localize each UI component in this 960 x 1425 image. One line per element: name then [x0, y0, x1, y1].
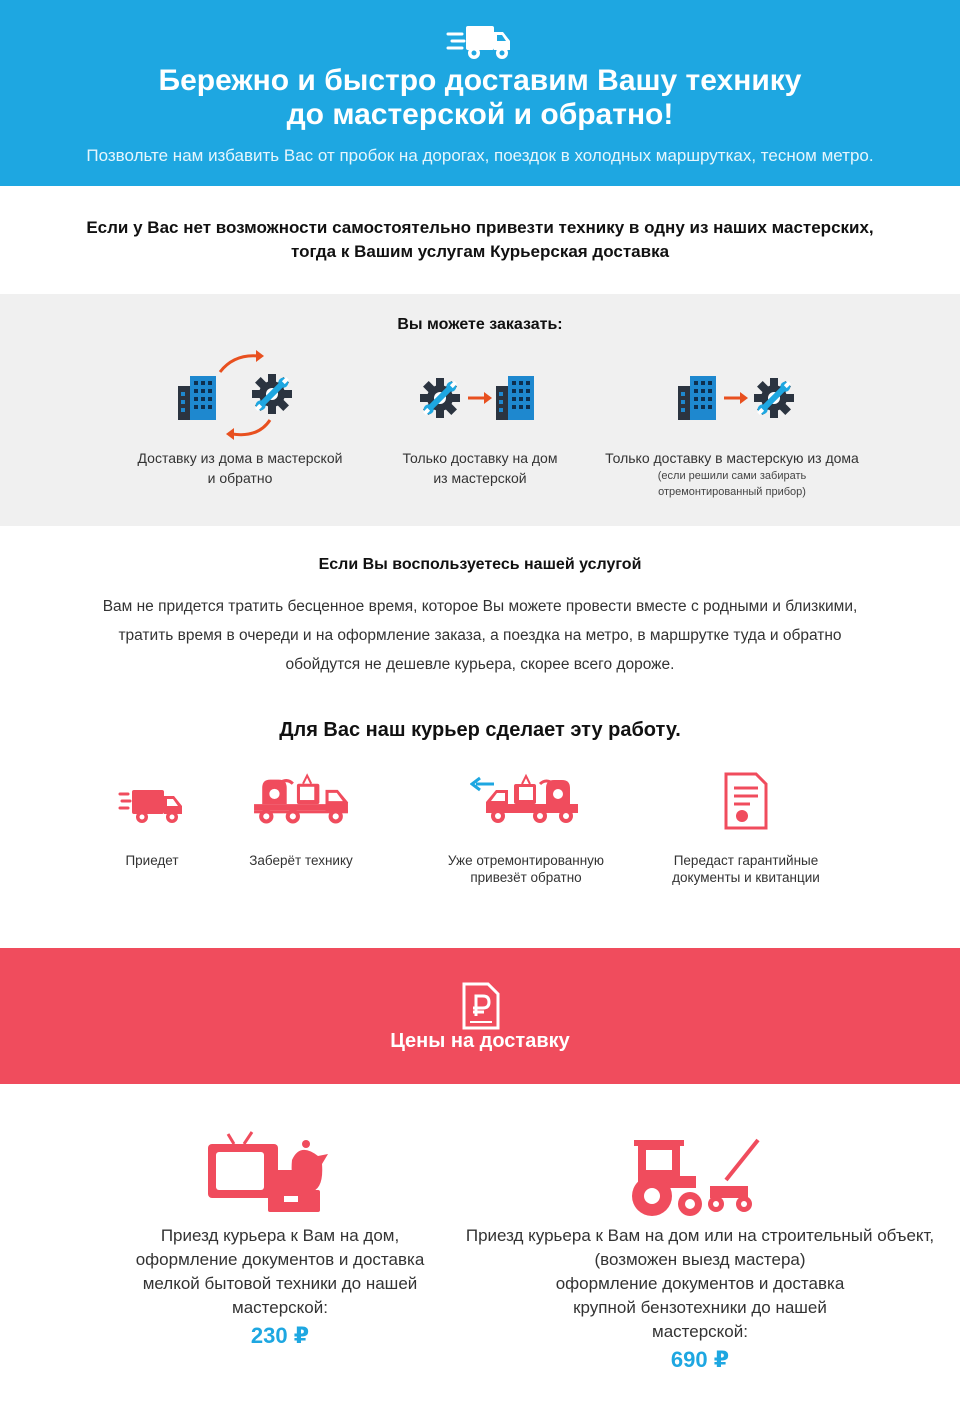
- hero-title-line1: Бережно и быстро доставим Вашу технику: [158, 64, 802, 97]
- option-home-to-workshop: [584, 448, 880, 500]
- truck-with-appliances-icon: [252, 766, 350, 830]
- small-price-line1: Приезд курьера к Вам на дом,: [160, 1226, 400, 1245]
- order-section: [0, 294, 960, 526]
- certificate-icon: [722, 772, 770, 830]
- large-price-line3: оформление документов и доставка: [555, 1274, 845, 1293]
- option-workshop-to-home-line1: Только доставку на дом: [402, 450, 558, 466]
- round-trip-icon: [174, 348, 300, 442]
- step-documents-line2: документы и квитанции: [672, 870, 820, 885]
- steps-section: [0, 742, 960, 948]
- prices-section: [0, 1084, 960, 1425]
- hero-section: [0, 0, 960, 186]
- step-return-line2: привезёт обратно: [470, 870, 582, 885]
- large-price-block: [450, 1224, 950, 1372]
- small-price-value: 230 ₽: [250, 1323, 310, 1348]
- delivery-truck-icon: [446, 22, 514, 62]
- hero-title-line2: до мастерской и обратно!: [286, 98, 674, 131]
- option-home-to-workshop-line1: Только доставку в мастерскую из дома: [605, 450, 859, 466]
- step-pickup: [226, 852, 376, 869]
- benefit-line1: Вам не придется тратить бесценное время, которое Вы можете провести вместе с родными и близкими,: [102, 598, 858, 615]
- benefit-line3: обойдутся не дешевле курьера, скорее всего дороже.: [285, 656, 675, 673]
- large-price-line5: мастерской:: [652, 1322, 748, 1341]
- step-arrive: [92, 852, 212, 869]
- small-price-line2: оформление документов и доставка: [135, 1250, 425, 1269]
- benefit-text: [0, 592, 960, 679]
- large-price-line2: (возможен выезд мастера): [594, 1250, 806, 1269]
- workshop-to-home-icon: [418, 374, 538, 422]
- option-home-to-workshop-sub1: (если решили сами забирать: [657, 470, 807, 482]
- courier-heading: Для Вас наш курьер сделает эту работу.: [279, 719, 681, 741]
- step-pickup-line1: Заберёт технику: [249, 853, 353, 868]
- benefit-section: [0, 526, 960, 742]
- option-round-trip: [100, 448, 380, 488]
- order-title: Вы можете заказать:: [397, 316, 563, 333]
- hero-title: [0, 64, 960, 132]
- intro-line2: тогда к Вашим услугам Курьерская доставка: [290, 242, 670, 261]
- step-return: [420, 852, 632, 886]
- small-appliances-icon: [206, 1130, 336, 1214]
- intro-section: [0, 186, 960, 294]
- prices-title: Цены на доставку: [390, 1030, 570, 1052]
- step-documents: [640, 852, 852, 886]
- option-home-to-workshop-sub2: отремонтированный прибор): [658, 486, 806, 498]
- option-round-trip-line1: Доставку из дома в мастерской: [137, 450, 343, 466]
- small-price-block: [80, 1224, 480, 1348]
- hero-subtitle: Позвольте нам избавить Вас от пробок на дорогах, поездок в холодных маршрутках, тесном метро.: [86, 146, 874, 165]
- large-price-line4: крупной бензотехники до нашей: [573, 1298, 827, 1317]
- option-workshop-to-home-line2: из мастерской: [433, 470, 527, 486]
- truck-icon: [118, 784, 184, 828]
- prices-header: [0, 948, 960, 1084]
- large-price-line1: Приезд курьера к Вам на дом или на строительный объект,: [465, 1226, 935, 1245]
- small-price-line4: мастерской:: [232, 1298, 328, 1317]
- tractor-lawnmower-icon: [630, 1134, 772, 1220]
- benefit-title: Если Вы воспользуетесь нашей услугой: [318, 556, 642, 573]
- home-to-workshop-icon: [678, 374, 798, 422]
- step-documents-line1: Передаст гарантийные: [673, 853, 819, 868]
- small-price-line3: мелкой бытовой техники до нашей: [142, 1274, 418, 1293]
- step-arrive-line1: Приедет: [125, 853, 179, 868]
- large-price-value: 690 ₽: [670, 1347, 730, 1372]
- option-workshop-to-home: [360, 448, 600, 488]
- ruble-document-icon: [462, 982, 500, 1030]
- step-return-line1: Уже отремонтированную: [447, 853, 605, 868]
- intro-line1: Если у Вас нет возможности самостоятельно привезти технику в одну из наших мастерских,: [86, 218, 874, 237]
- option-round-trip-line2: и обратно: [207, 470, 273, 486]
- benefit-line2: тратить время в очереди и на оформление заказа, а поездка на метро, в маршрутке туда и обратно: [118, 627, 842, 644]
- truck-return-icon: [470, 766, 582, 830]
